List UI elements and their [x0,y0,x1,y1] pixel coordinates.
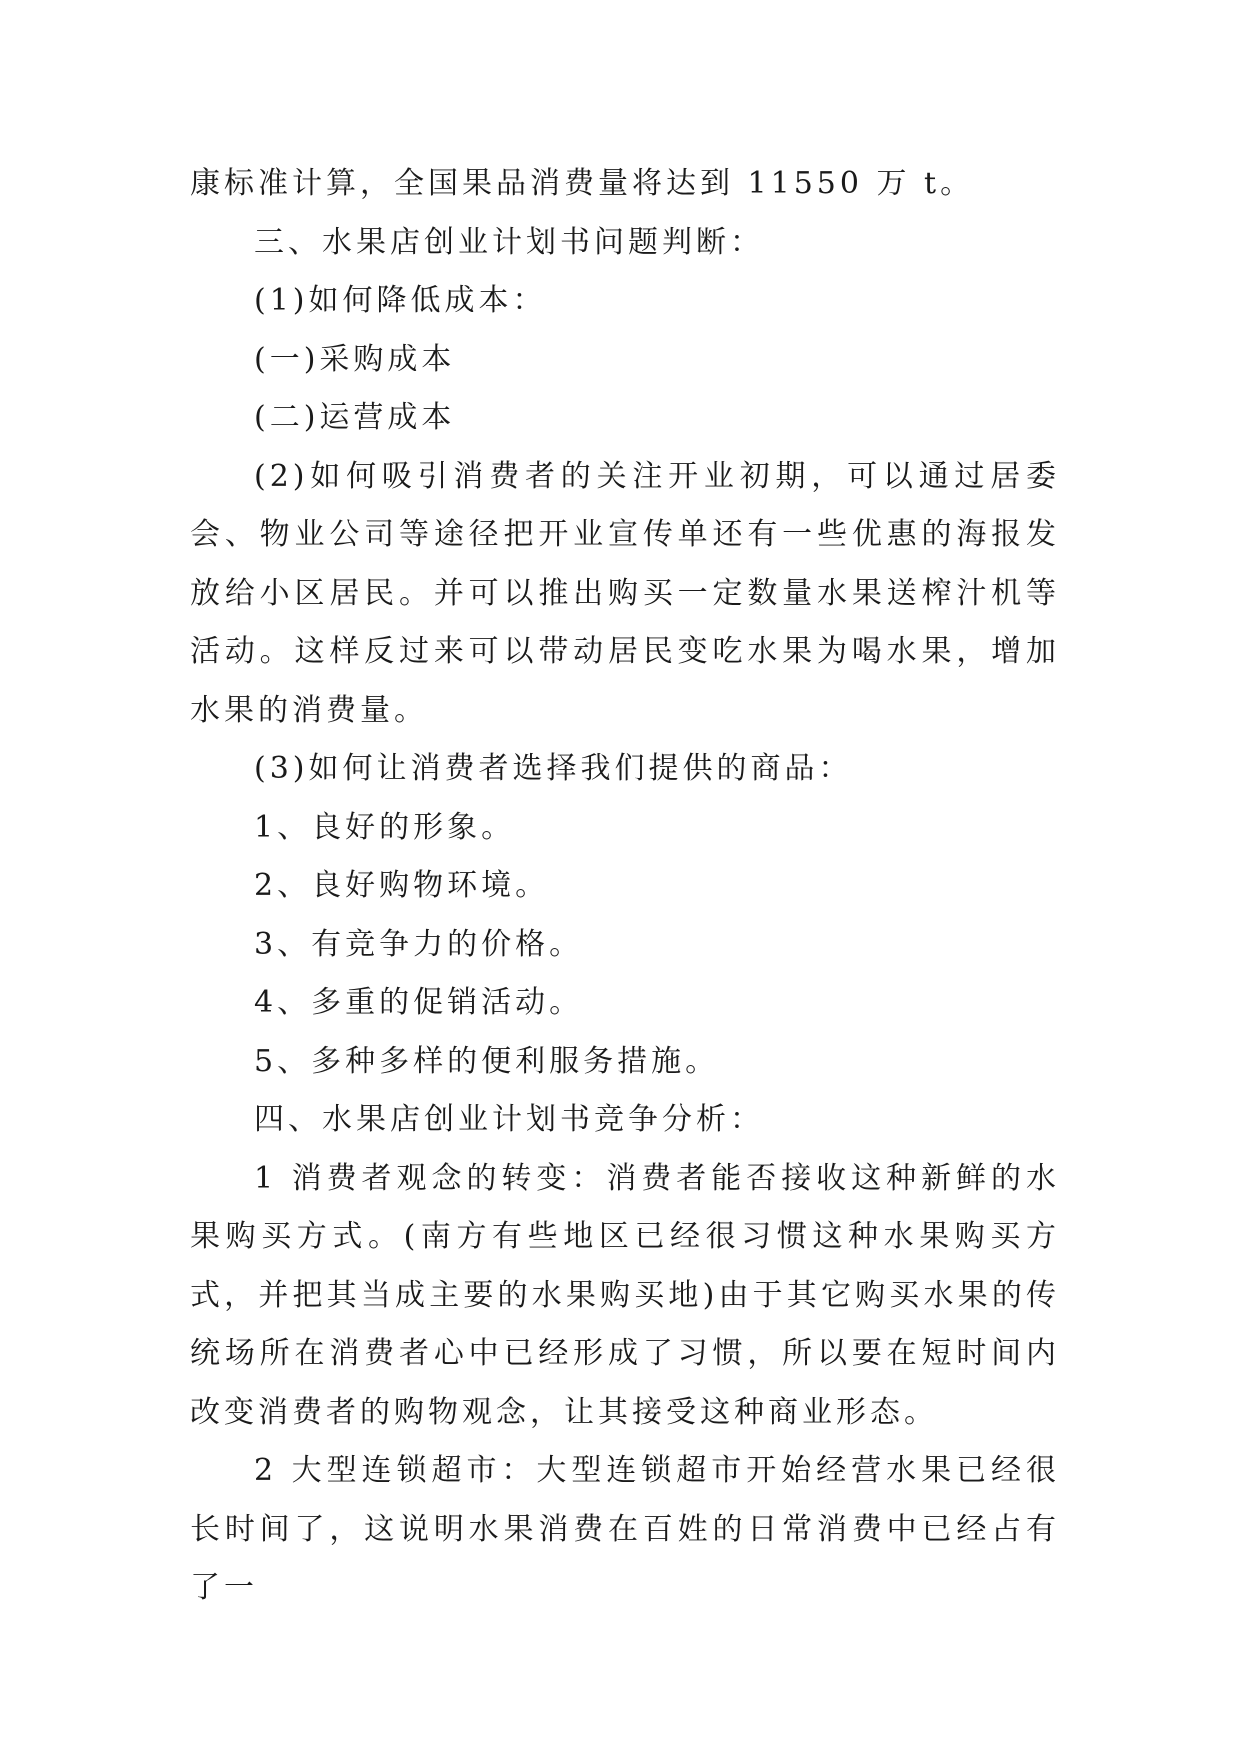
list-item-purchase-cost: (一)采购成本 [254,341,456,377]
list-item-price: 3、有竞争力的价格。 [254,926,584,962]
subheading-consumer-choice: (3)如何让消费者选择我们提供的商品： [254,751,853,786]
section-heading-problem-judgment: 三、水果店创业计划书问题判断： [254,224,764,260]
document-body [190,155,1060,1618]
paragraph-consumer-concept: 1 消费者观念的转变：消费者能否接收这种新鲜的水果购买方式。(南方有些地区已经很习惯这种水果购买方式，并把其当成主要的水果购买地)由于其它购买水果的传统场所在消费者心中已经形成了习惯，所以要在短时间内改变消费者的购物观念，让其接受这种商业形态。 [190,1160,1060,1430]
list-item-operating-cost: (二)运营成本 [254,400,456,435]
list-item-services: 5、多种多样的便利服务措施。 [254,1043,720,1079]
paragraph-supermarkets: 2 大型连锁超市：大型连锁超市开始经营水果已经很长时间了，这说明水果消费在百姓的日常消费中已经占有了一 [190,1453,1060,1605]
paragraph-attract-consumers: (2)如何吸引消费者的关注开业初期，可以通过居委会、物业公司等途径把开业宣传单还有一些优惠的海报发放给小区居民。并可以推出购买一定数量水果送榨汁机等活动。这样反过来可以带动居民变吃水果为喝水果，增加水果的消费量。 [190,458,1060,728]
section-heading-competition: 四、水果店创业计划书竞争分析： [254,1102,764,1137]
list-item-promotion: 4、多重的促销活动。 [254,985,584,1020]
subheading-reduce-cost: (1)如何降低成本： [254,283,547,318]
list-item-environment: 2、良好购物环境。 [254,868,550,903]
list-item-image: 1、良好的形象。 [254,809,516,845]
paragraph-continuation: 康标准计算，全国果品消费量将达到 11550 万 t。 [190,166,975,201]
